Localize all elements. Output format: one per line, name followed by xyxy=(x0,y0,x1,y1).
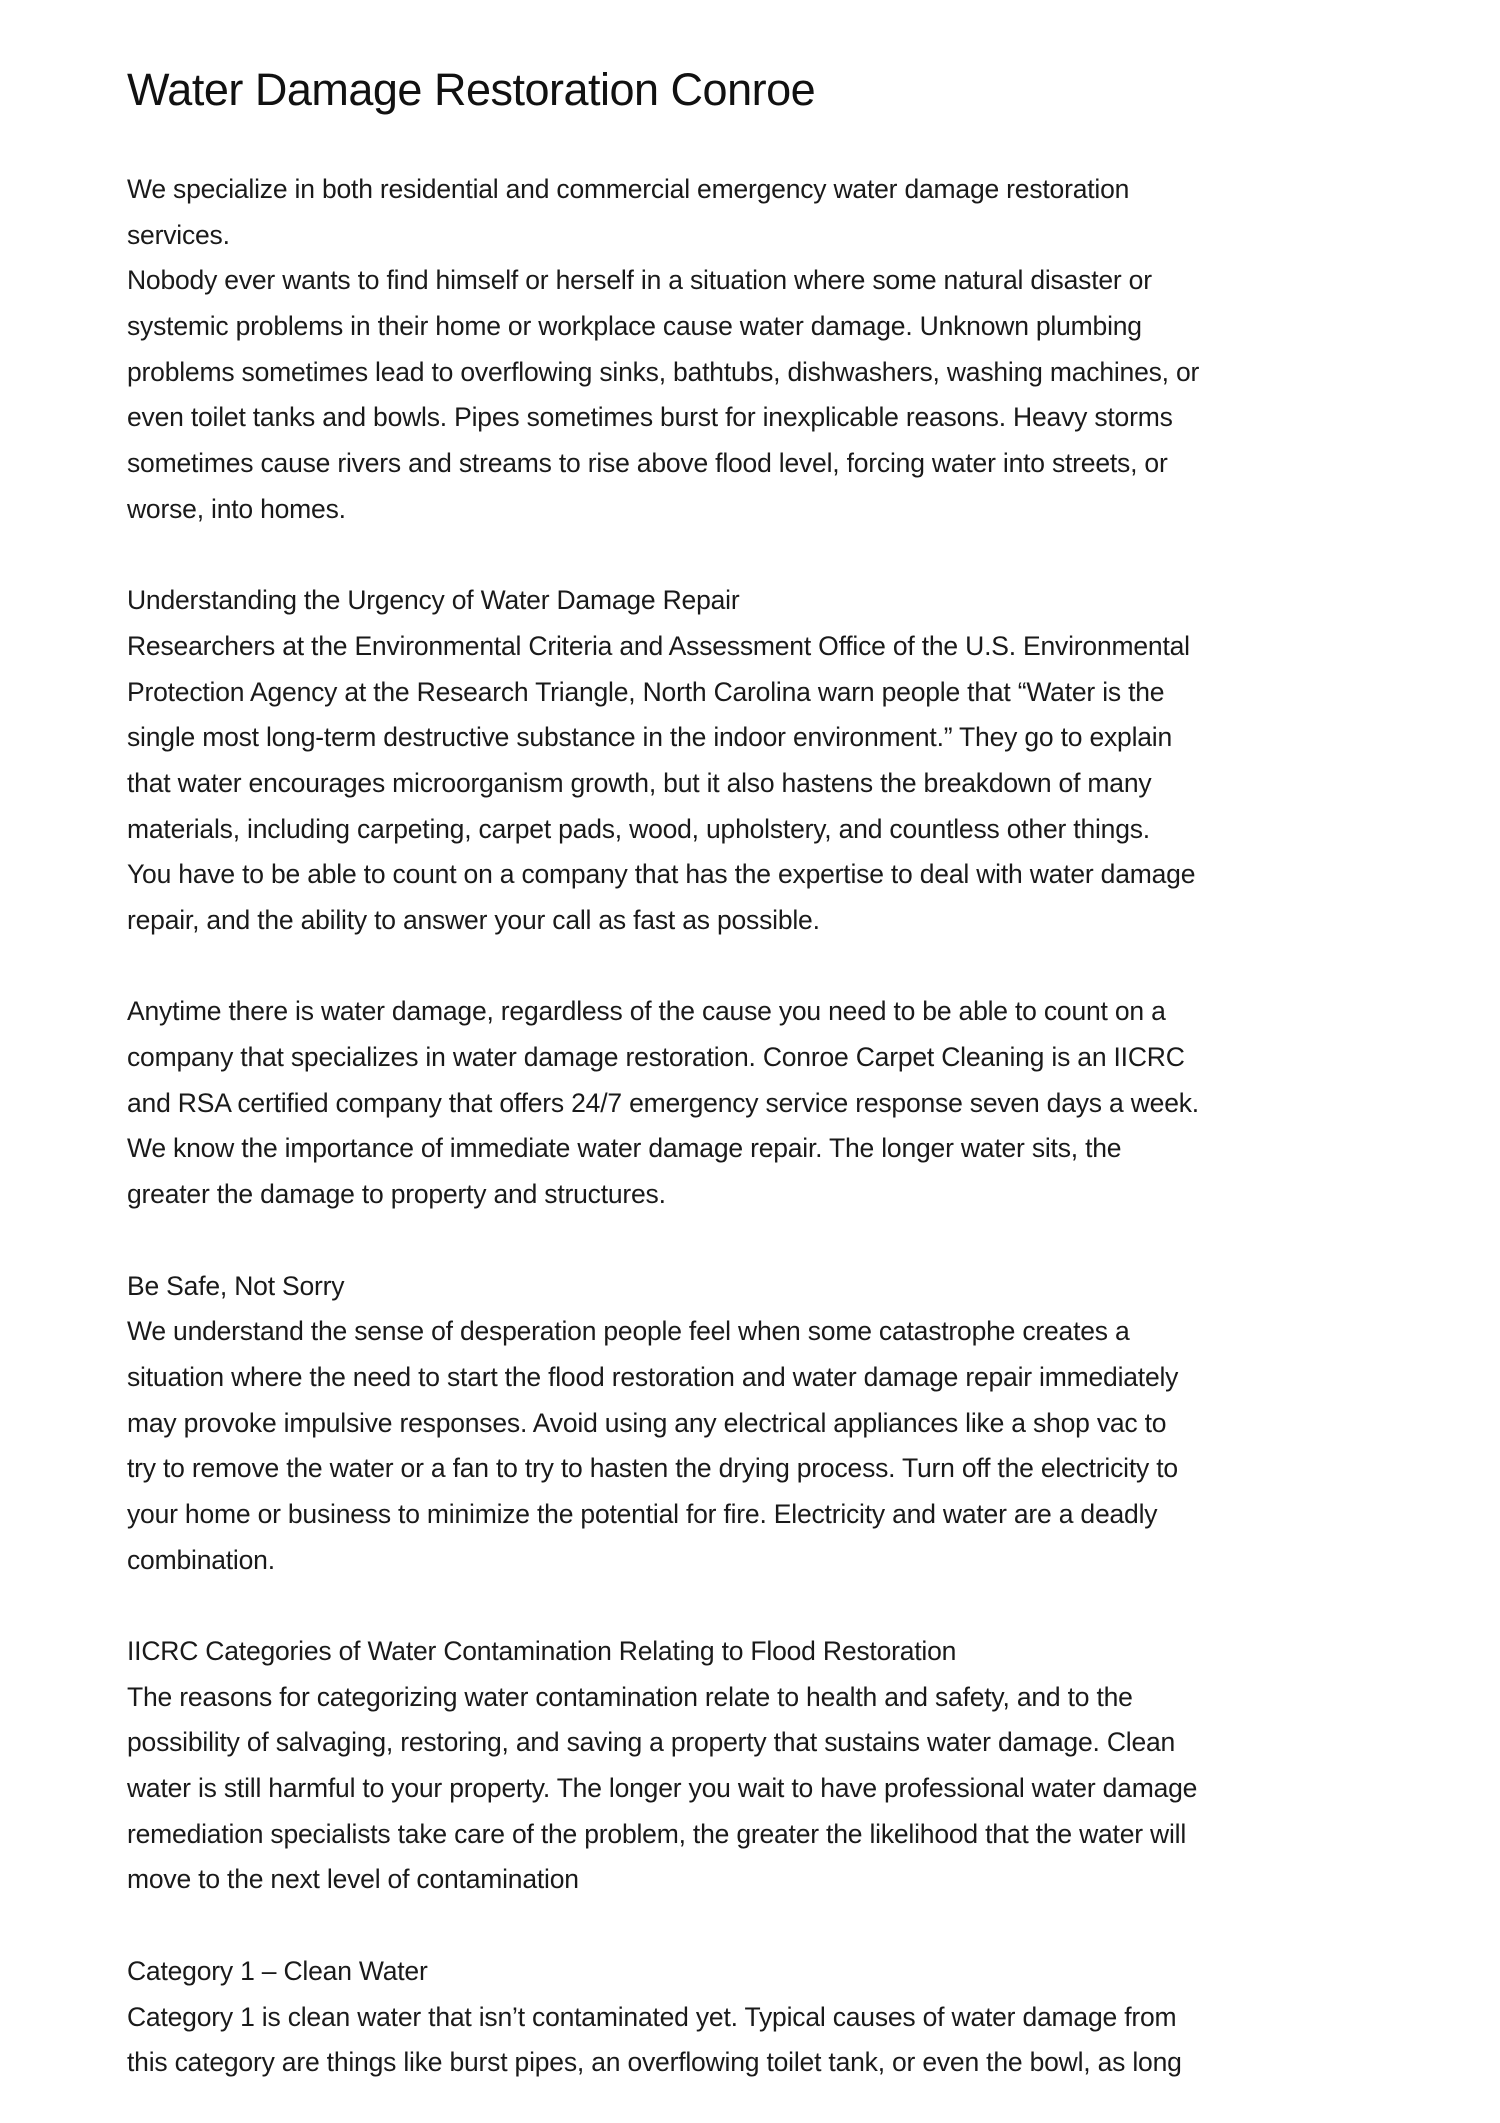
section xyxy=(127,989,1427,1217)
text-line: this category are things like burst pipes, an overflowing toilet tank, or even the bowl, as long xyxy=(127,2047,1182,2078)
text-line: Anytime there is water damage, regardless of the cause you need to be able to count on a xyxy=(127,996,1166,1027)
text-line: problems sometimes lead to overflowing sinks, bathtubs, dishwashers, washing machines, or xyxy=(127,356,1200,387)
text-line: single most long-term destructive substance in the indoor environment.” They go to explain xyxy=(127,722,1173,753)
text-line: sometimes cause rivers and streams to rise above flood level, forcing water into streets, or xyxy=(127,448,1168,479)
section xyxy=(127,1264,1427,1584)
paragraph-spacer xyxy=(127,533,1427,579)
text-line: systemic problems in their home or workplace cause water damage. Unknown plumbing xyxy=(127,311,1142,342)
text-line: may provoke impulsive responses. Avoid using any electrical appliances like a shop vac to xyxy=(127,1407,1167,1438)
text-line: We specialize in both residential and commercial emergency water damage restoration xyxy=(127,174,1130,204)
text-line: situation where the need to start the flood restoration and water damage repair immediately xyxy=(127,1361,1179,1392)
document-body xyxy=(127,167,1427,2086)
text-line: We understand the sense of desperation people feel when some catastrophe creates a xyxy=(127,1316,1130,1347)
text-line: Researchers at the Environmental Criteria and Assessment Office of the U.S. Environmental xyxy=(127,630,1190,661)
section xyxy=(127,578,1427,944)
text-line: company that specializes in water damage restoration. Conroe Carpet Cleaning is an IICRC xyxy=(127,1042,1185,1073)
text-line: possibility of salvaging, restoring, and saving a property that sustains water damage. Clean xyxy=(127,1727,1176,1758)
text-line: repair, and the ability to answer your call as fast as possible. xyxy=(127,905,820,935)
text-line: try to remove the water or a fan to try to hasten the drying process. Turn off the electricity to xyxy=(127,1453,1178,1484)
text-line: Protection Agency at the Research Triangle, North Carolina warn people that “Water is the xyxy=(127,676,1165,707)
text-line: water is still harmful to your property. The longer you wait to have professional water damage xyxy=(127,1773,1198,1804)
text-line: materials, including carpeting, carpet pads, wood, upholstery, and countless other things. xyxy=(127,813,1150,844)
text-line: move to the next level of contamination xyxy=(127,1864,579,1895)
text-line: your home or business to minimize the potential for fire. Electricity and water are a deadly xyxy=(127,1498,1158,1529)
paragraph-spacer xyxy=(127,1903,1427,1949)
section xyxy=(127,167,1427,533)
text-line: The reasons for categorizing water contamination relate to health and safety, and to the xyxy=(127,1681,1133,1712)
text-line: Nobody ever wants to find himself or herself in a situation where some natural disaster or xyxy=(127,265,1152,296)
paragraph-spacer xyxy=(127,944,1427,990)
text-line: that water encourages microorganism growth, but it also hastens the breakdown of many xyxy=(127,767,1152,798)
paragraph-spacer xyxy=(127,1583,1427,1629)
section-heading: Understanding the Urgency of Water Damage Repair xyxy=(127,585,740,616)
text-line: We know the importance of immediate water damage repair. The longer water sits, the xyxy=(127,1133,1122,1164)
section-heading: Category 1 – Clean Water xyxy=(127,1955,428,1986)
text-line: remediation specialists take care of the problem, the greater the likelihood that the water will xyxy=(127,1818,1187,1849)
section-heading: IICRC Categories of Water Contamination Relating to Flood Restoration xyxy=(127,1636,957,1666)
page-title: Water Damage Restoration Conroe xyxy=(127,64,816,115)
text-line: and RSA certified company that offers 24/7 emergency service response seven days a week. xyxy=(127,1087,1199,1118)
text-line: Category 1 is clean water that isn’t contaminated yet. Typical causes of water damage from xyxy=(127,2001,1177,2032)
section xyxy=(127,1949,1427,2086)
text-line: greater the damage to property and structures. xyxy=(127,1179,666,1210)
text-line: services. xyxy=(127,219,230,250)
section xyxy=(127,1629,1427,1903)
text-line: You have to be able to count on a company that has the expertise to deal with water damage xyxy=(127,859,1196,890)
text-line: combination. xyxy=(127,1544,275,1575)
text-line: worse, into homes. xyxy=(127,493,346,524)
text-line: even toilet tanks and bowls. Pipes sometimes burst for inexplicable reasons. Heavy storms xyxy=(127,402,1173,433)
paragraph-spacer xyxy=(127,1218,1427,1264)
section-heading: Be Safe, Not Sorry xyxy=(127,1270,345,1301)
